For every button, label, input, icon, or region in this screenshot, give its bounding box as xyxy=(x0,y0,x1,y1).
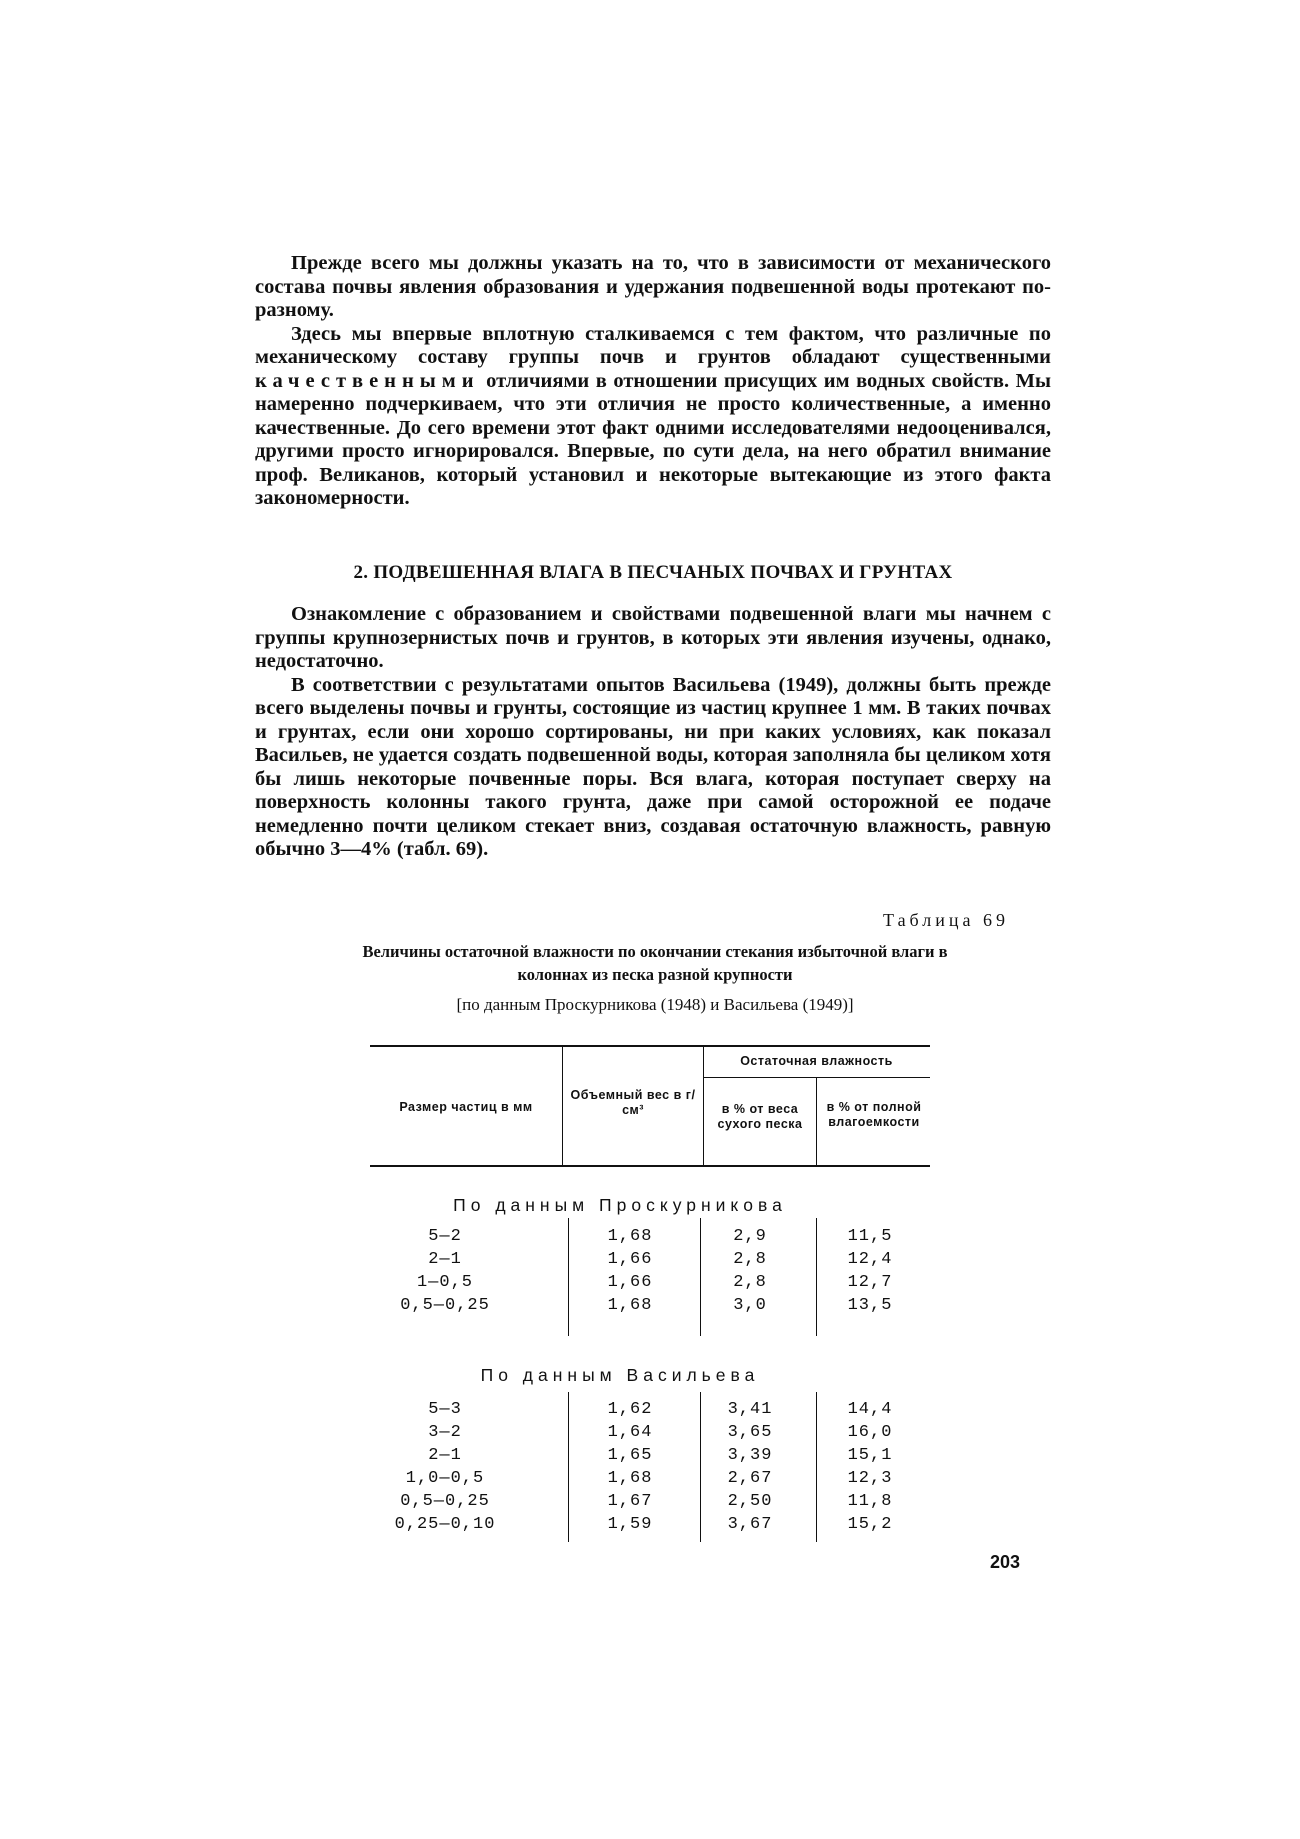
cell-size: 5—3 xyxy=(428,1400,462,1419)
cell-density: 1,66 xyxy=(607,1273,653,1292)
cell-dry-weight: 2,50 xyxy=(727,1492,773,1511)
cell-full-capacity: 12,4 xyxy=(847,1250,893,1269)
group-title-proskurnikov: По данным Проскурникова xyxy=(453,1195,787,1215)
cell-density: 1,67 xyxy=(607,1492,653,1511)
cell-density: 1,65 xyxy=(607,1446,653,1465)
group1-divider-1 xyxy=(568,1218,569,1336)
cell-size: 3—2 xyxy=(428,1423,462,1442)
cell-size: 0,5—0,25 xyxy=(400,1296,490,1315)
paragraph-2 xyxy=(255,323,1051,511)
cell-size: 2—1 xyxy=(428,1446,462,1465)
cell-dry-weight: 2,8 xyxy=(733,1250,767,1269)
cell-full-capacity: 11,8 xyxy=(847,1492,893,1511)
table-title: Величины остаточной влажности по окончании стекания избыточной влаги в колоннах из песка разной крупности xyxy=(362,942,948,984)
cell-size: 5—2 xyxy=(428,1227,462,1246)
cell-dry-weight: 3,41 xyxy=(727,1400,773,1419)
intro-text xyxy=(255,252,1051,511)
cell-full-capacity: 15,2 xyxy=(847,1515,893,1534)
header-divider-3 xyxy=(816,1078,817,1165)
cell-dry-weight: 3,67 xyxy=(727,1515,773,1534)
cell-dry-weight: 2,67 xyxy=(727,1469,773,1488)
cell-density: 1,68 xyxy=(607,1227,653,1246)
cell-dry-weight: 3,0 xyxy=(733,1296,767,1315)
cell-density: 1,64 xyxy=(607,1423,653,1442)
table-source: [по данным Проскурникова (1948) и Васильева (1949)] xyxy=(456,995,854,1014)
cell-full-capacity: 16,0 xyxy=(847,1423,893,1442)
cell-full-capacity: 12,3 xyxy=(847,1469,893,1488)
header-residual-moisture: Остаточная влажность xyxy=(740,1054,893,1068)
group1-divider-3 xyxy=(816,1218,817,1336)
header-divider-2 xyxy=(703,1047,704,1165)
cell-dry-weight: 3,39 xyxy=(727,1446,773,1465)
cell-density: 1,66 xyxy=(607,1250,653,1269)
cell-size: 2—1 xyxy=(428,1250,462,1269)
cell-density: 1,68 xyxy=(607,1469,653,1488)
header-divider-1 xyxy=(562,1047,563,1165)
section-text xyxy=(255,603,1051,862)
paragraph-4: В соответствии с результатами опытов Васильева (1949), должны быть прежде всего выделены почвы и грунты, состоящие из частиц крупнее 1 мм. В таких почвах и грунтах, если они хорошо сортированы, ни при каких условиях, как показал Васильев, не удается создать подвешенной воды, которая заполняла бы целиком хотя бы лишь некоторые почвенные поры. Вся влага, которая поступает сверху на поверхность колонны такого грунта, даже при самой осторожной ее подаче немедленно почти целиком стекает вниз, создавая остаточную влажность, равную обычно 3—4% (табл. 69). xyxy=(255,673,1051,860)
cell-size: 0,25—0,10 xyxy=(394,1515,496,1534)
table-top-rule xyxy=(370,1045,930,1047)
cell-dry-weight: 2,8 xyxy=(733,1273,767,1292)
header-particle-size: Размер частиц в мм xyxy=(399,1100,533,1114)
paragraph-2-part-2: отличиями в отношении присущих им водных свойств. Мы намеренно подчеркиваем, что эти отличия не просто количественные, а именно качественные. До сего времени этот факт одними исследователями недооценивался, другими просто игнорировался. Впервые, по сути дела, на него обратил внимание проф. Великанов, который установил и некоторые вытекающие из этого факта закономерности. xyxy=(255,369,1051,509)
header-bulk-density: Объемный вес в г/см³ xyxy=(570,1088,696,1117)
cell-full-capacity: 13,5 xyxy=(847,1296,893,1315)
cell-size: 0,5—0,25 xyxy=(400,1492,490,1511)
cell-dry-weight: 3,65 xyxy=(727,1423,773,1442)
group-title-vasiliev: По данным Васильева xyxy=(480,1365,760,1385)
header-percent-full-capacity: в % от полной влагоемкости xyxy=(826,1100,922,1129)
cell-full-capacity: 12,7 xyxy=(847,1273,893,1292)
cell-full-capacity: 15,1 xyxy=(847,1446,893,1465)
header-bottom-rule xyxy=(370,1165,930,1167)
cell-density: 1,62 xyxy=(607,1400,653,1419)
table-label: Таблица 69 xyxy=(883,910,1009,930)
section-heading: 2. ПОДВЕШЕННАЯ ВЛАГА В ПЕСЧАНЫХ ПОЧВАХ И ГРУНТАХ xyxy=(353,562,953,583)
group2-divider-1 xyxy=(568,1392,569,1542)
cell-dry-weight: 2,9 xyxy=(733,1227,767,1246)
emphasis-qualitative: качественными xyxy=(255,369,480,392)
header-percent-dry-weight: в % от веса сухого песка xyxy=(717,1102,803,1131)
cell-density: 1,59 xyxy=(607,1515,653,1534)
paragraph-2-part-1: Здесь мы впервые вплотную сталкиваемся с тем фактом, что различные по механическому составу группы почв и грунтов обладают существенными xyxy=(255,322,1051,368)
cell-density: 1,68 xyxy=(607,1296,653,1315)
cell-full-capacity: 14,4 xyxy=(847,1400,893,1419)
cell-size: 1,0—0,5 xyxy=(405,1469,485,1488)
cell-size: 1—0,5 xyxy=(416,1273,473,1292)
paragraph-3: Ознакомление с образованием и свойствами подвешенной влаги мы начнем с группы крупнозернистых почв и грунтов, в которых эти явления изучены, однако, недостаточно. xyxy=(255,603,1051,672)
cell-full-capacity: 11,5 xyxy=(847,1227,893,1246)
group2-divider-3 xyxy=(816,1392,817,1542)
paragraph-1: Прежде всего мы должны указать на то, что в зависимости от механического состава почвы явления образования и удержания подвешенной воды протекают по-разному. xyxy=(255,252,1051,321)
page-number: 203 xyxy=(990,1552,1021,1572)
